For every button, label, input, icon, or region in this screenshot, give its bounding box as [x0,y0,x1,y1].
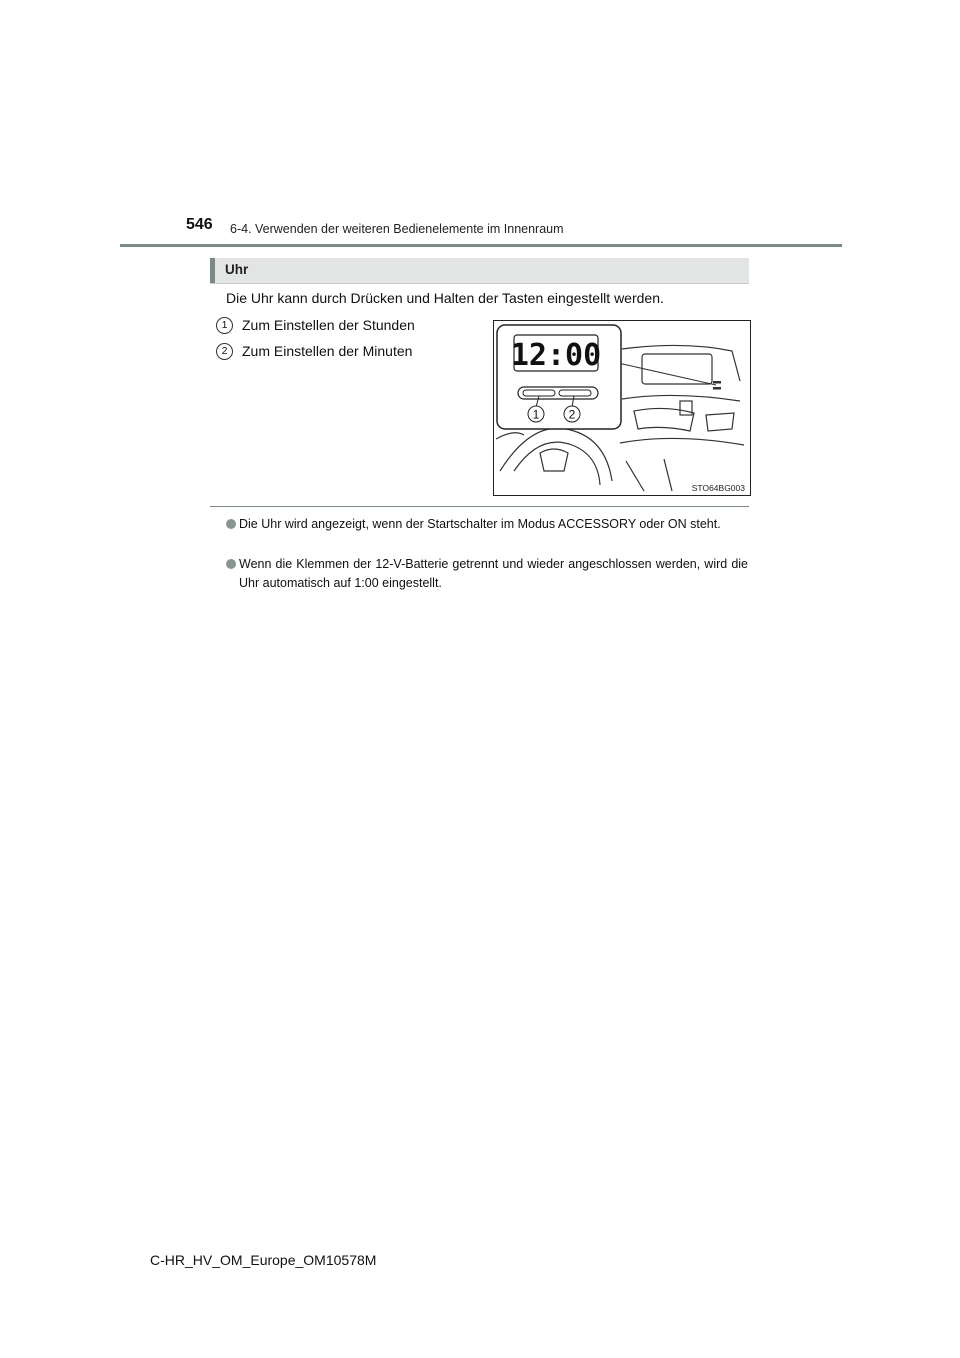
figure-code: STO64BG003 [691,483,745,493]
section-accent [210,258,215,283]
note-item [226,515,748,534]
step-number: 1 [216,317,233,334]
clock-illustration [493,320,751,496]
step-label: Zum Einstellen der Stunden [242,317,415,333]
step-label: Zum Einstellen der Minuten [242,343,413,359]
clock-digits: 12:00 [510,338,602,373]
bullet-icon [226,519,236,529]
minute-button [559,390,591,396]
section-intro: Die Uhr kann durch Drücken und Halten der Tasten eingestellt werden. [226,290,664,306]
section-heading-bar [210,258,749,284]
callout-2-label: 2 [568,407,576,422]
header-divider [120,244,842,247]
section-title: Uhr [225,262,249,277]
note-item [226,555,748,593]
notes-divider [210,506,749,507]
dashboard-drawing [494,321,750,495]
chapter-title: 6-4. Verwenden der weiteren Bedienelemente im Innenraum [230,222,564,236]
footer-manual-id: C-HR_HV_OM_Europe_OM10578M [150,1252,377,1268]
note-text: Wenn die Klemmen der 12-V-Batterie getrennt und wieder angeschlossen werden, wird die Uhr automatisch auf 1:00 eingestellt. [239,557,748,590]
hour-button [523,390,555,396]
step-number: 2 [216,343,233,360]
page-number: 546 [186,216,213,233]
callout-1-label: 1 [532,407,540,422]
leader-line [618,363,716,385]
note-text: Die Uhr wird angezeigt, wenn der Startschalter im Modus ACCESSORY oder ON steht. [239,517,721,531]
bullet-icon [226,559,236,569]
